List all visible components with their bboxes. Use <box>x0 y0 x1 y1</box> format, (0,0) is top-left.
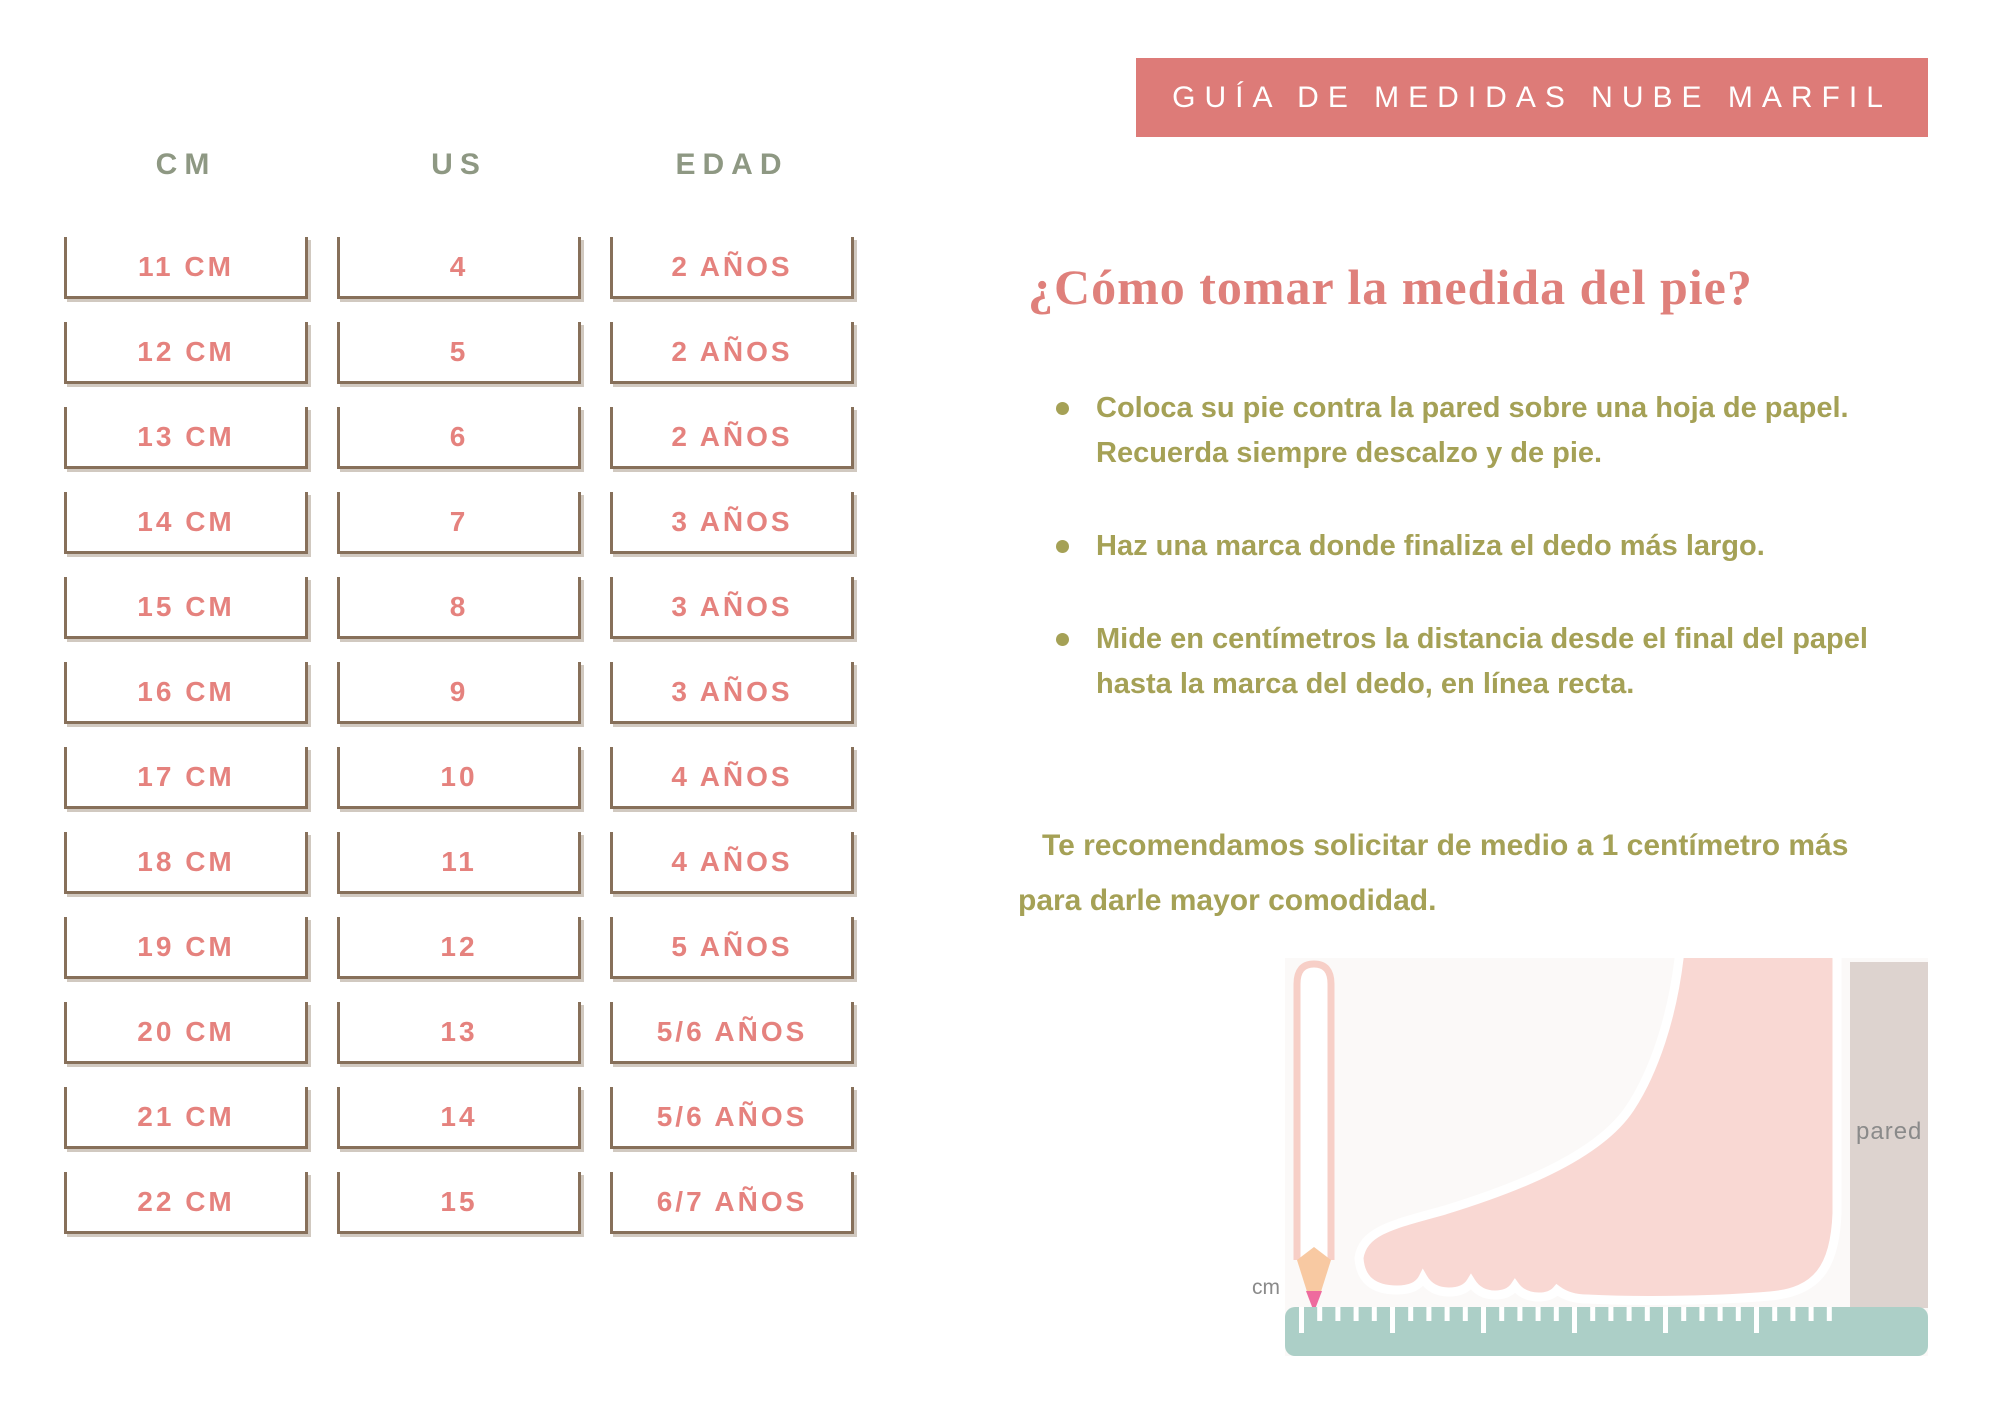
cm-cell: 20 CM <box>64 1002 308 1064</box>
cm-cell: 15 CM <box>64 577 308 639</box>
foot-measure-illustration <box>1285 958 1928 1360</box>
us-cell: 4 <box>337 237 581 299</box>
pencil-body <box>1297 964 1331 1260</box>
edad-cell: 2 AÑOS <box>610 322 854 384</box>
page-title: ¿Cómo tomar la medida del pie? <box>1028 259 1753 315</box>
table-row <box>64 492 854 554</box>
table-column-headers <box>64 148 854 182</box>
instruction-item: Mide en centímetros la distancia desde el final del papel hasta la marca del dedo, en línea recta. <box>1056 617 1936 707</box>
table-row <box>64 917 854 979</box>
column-header-edad: EDAD <box>675 148 789 181</box>
instructions-list <box>1056 386 1936 755</box>
us-cell: 10 <box>337 747 581 809</box>
cm-cell: 11 CM <box>64 237 308 299</box>
table-row <box>64 747 854 809</box>
us-cell: 7 <box>337 492 581 554</box>
us-cell: 5 <box>337 322 581 384</box>
cm-cell: 18 CM <box>64 832 308 894</box>
edad-cell: 4 AÑOS <box>610 832 854 894</box>
us-cell: 14 <box>337 1087 581 1149</box>
table-row <box>64 322 854 384</box>
instruction-item: Haz una marca donde finaliza el dedo más largo. <box>1056 524 1936 569</box>
cm-cell: 12 CM <box>64 322 308 384</box>
us-cell: 6 <box>337 407 581 469</box>
guide-banner <box>1136 58 1928 137</box>
cm-cell: 16 CM <box>64 662 308 724</box>
cm-cell: 14 CM <box>64 492 308 554</box>
size-table <box>64 237 854 1234</box>
table-row <box>64 407 854 469</box>
ruler-ticks <box>1299 1307 1845 1337</box>
edad-cell: 3 AÑOS <box>610 492 854 554</box>
us-cell: 12 <box>337 917 581 979</box>
edad-cell: 4 AÑOS <box>610 747 854 809</box>
cm-label: cm <box>1252 1276 1280 1299</box>
edad-cell: 5/6 AÑOS <box>610 1087 854 1149</box>
edad-cell: 2 AÑOS <box>610 407 854 469</box>
instruction-item: Coloca su pie contra la pared sobre una hoja de papel. Recuerda siempre descalzo y de pie. <box>1056 386 1936 476</box>
table-row <box>64 1087 854 1149</box>
edad-cell: 5 AÑOS <box>610 917 854 979</box>
us-cell: 13 <box>337 1002 581 1064</box>
edad-cell: 3 AÑOS <box>610 577 854 639</box>
us-cell: 15 <box>337 1172 581 1234</box>
us-cell: 11 <box>337 832 581 894</box>
table-row <box>64 832 854 894</box>
column-header-cm: CM <box>155 148 217 181</box>
recommendation-note: Te recomendamos solicitar de medio a 1 centímetro más para darle mayor comodidad. <box>1018 829 1849 917</box>
edad-cell: 2 AÑOS <box>610 237 854 299</box>
us-cell: 8 <box>337 577 581 639</box>
cm-cell: 17 CM <box>64 747 308 809</box>
cm-cell: 22 CM <box>64 1172 308 1234</box>
guide-banner-label: GUÍA DE MEDIDAS NUBE MARFIL <box>1172 80 1892 114</box>
table-row <box>64 577 854 639</box>
table-row <box>64 662 854 724</box>
table-row <box>64 1002 854 1064</box>
table-row <box>64 237 854 299</box>
edad-cell: 3 AÑOS <box>610 662 854 724</box>
foot-measure-drawing <box>1285 958 1928 1360</box>
edad-cell: 5/6 AÑOS <box>610 1002 854 1064</box>
cm-cell: 21 CM <box>64 1087 308 1149</box>
cm-cell: 19 CM <box>64 917 308 979</box>
column-header-us: US <box>431 148 487 181</box>
edad-cell: 6/7 AÑOS <box>610 1172 854 1234</box>
table-row <box>64 1172 854 1234</box>
pared-label: pared <box>1856 1118 1923 1145</box>
us-cell: 9 <box>337 662 581 724</box>
cm-cell: 13 CM <box>64 407 308 469</box>
